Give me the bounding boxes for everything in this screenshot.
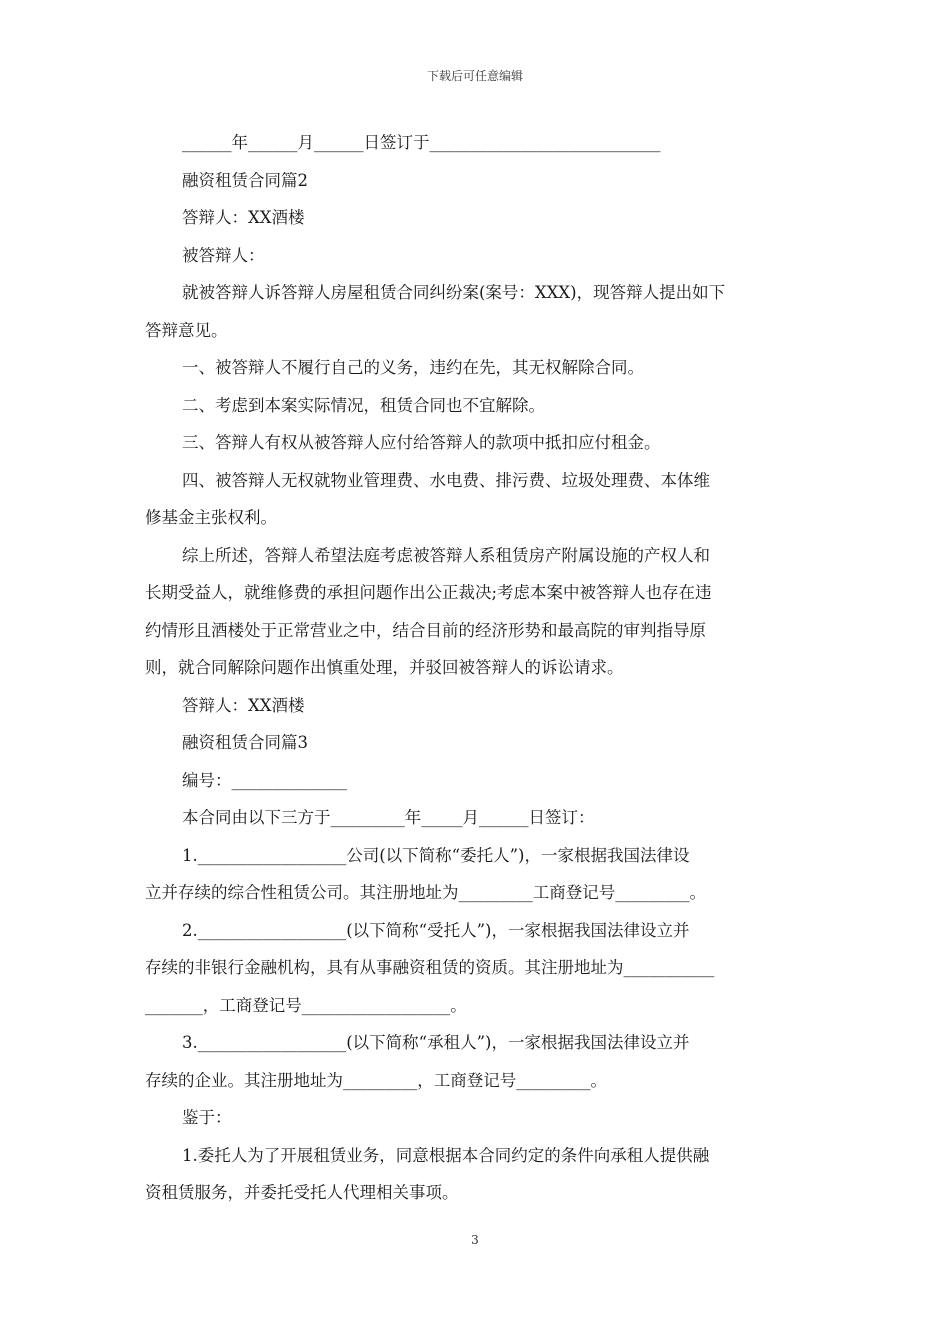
document-body: [145, 124, 807, 1212]
paragraph-line: 本合同由以下三方于_________年_____月______日签订：: [182, 808, 595, 827]
paragraph-line: 约情形且酒楼处于正常营业之中，结合目前的经济形势和最高院的审判指导原: [145, 620, 706, 640]
paragraph-line: 编号：______________: [182, 770, 347, 790]
paragraph-line: 存续的非银行金融机构，具有从事融资租赁的资质。其注册地址为___________: [145, 958, 715, 977]
paragraph-line: 修基金主张权利。: [145, 508, 277, 527]
paragraph-line: 一、被答辩人不履行自己的义务，违约在先，其无权解除合同。: [182, 358, 644, 377]
paragraph-line: 被答辩人：: [182, 245, 265, 265]
section-heading: 融资租赁合同篇3: [182, 733, 308, 752]
paragraph-line: 四、被答辩人无权就物业管理费、水电费、排污费、垃圾处理费、本体维: [182, 470, 710, 490]
paragraph-line: 就被答辩人诉答辩人房屋租赁合同纠纷案(案号：XXX)，现答辩人提出如下: [182, 283, 726, 302]
paragraph-line: 则，就合同解除问题作出慎重处理，并驳回被答辩人的诉讼请求。: [145, 658, 624, 677]
paragraph-line: 3.__________________(以下简称“承租人”)，一家根据我国法律设立并: [182, 1033, 690, 1052]
paragraph-line: 存续的企业。其注册地址为_________，工商登记号_________。: [145, 1070, 607, 1090]
paragraph-line: 2.__________________(以下简称“受托人”)，一家根据我国法律设立并: [182, 920, 690, 940]
paragraph-line: 鉴于：: [182, 1108, 232, 1127]
paragraph-line: 答辩人：XX酒楼: [182, 695, 305, 715]
page-header: 下载后可任意编辑: [426, 69, 523, 83]
section-heading: 融资租赁合同篇2: [182, 170, 308, 190]
paragraph-line: 答辩意见。: [145, 320, 228, 340]
paragraph-line: 立并存续的综合性租赁公司。其注册地址为_________工商登记号_________。: [145, 883, 706, 902]
paragraph-line: 1.委托人为了开展租赁业务，同意根据本合同约定的条件向承租人提供融: [182, 1145, 710, 1165]
paragraph-line: 长期受益人，就维修费的承担问题作出公正裁决;考虑本案中被答辩人也存在违: [145, 583, 712, 602]
paragraph-line: _______，工商登记号__________________。: [145, 995, 467, 1015]
paragraph-line: 二、考虑到本案实际情况，租赁合同也不宜解除。: [182, 395, 545, 415]
paragraph-line: 1.__________________公司(以下简称“委托人”)，一家根据我国法律设: [182, 845, 690, 865]
paragraph-line: 三、答辩人有权从被答辩人应付给答辩人的款项中抵扣应付租金。: [182, 433, 661, 452]
paragraph-line: ______年______月______日签订于____________________________: [182, 133, 661, 152]
page-number: 3: [471, 1233, 479, 1247]
paragraph-line: 资租赁服务，并委托受托人代理相关事项。: [145, 1183, 459, 1202]
paragraph-line: 答辩人：XX酒楼: [182, 208, 305, 227]
paragraph-line: 综上所述，答辩人希望法庭考虑被答辩人系租赁房产附属设施的产权人和: [182, 545, 710, 565]
